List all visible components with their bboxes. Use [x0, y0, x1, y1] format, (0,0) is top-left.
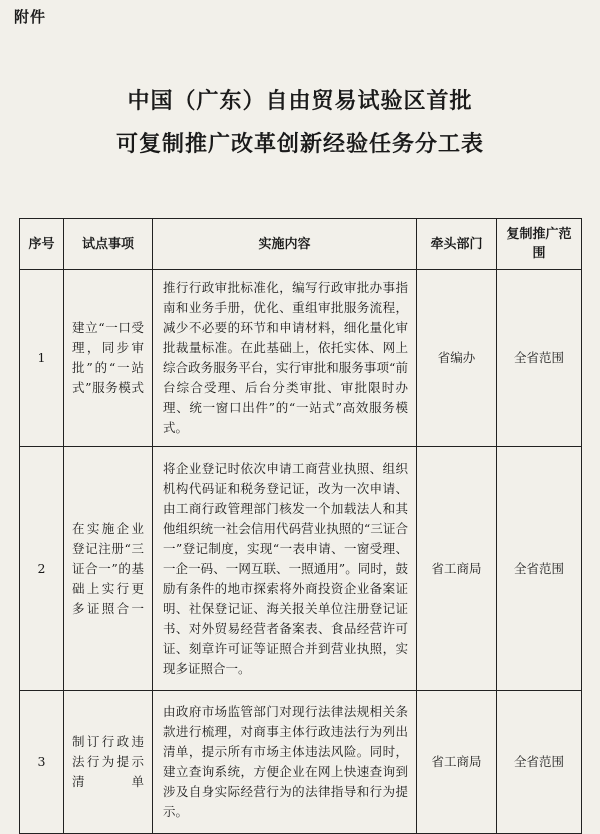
- row-item: 在实施企业登记注册“三证合一”的基础上实行更多证照合一: [64, 447, 153, 691]
- table-row: [20, 270, 582, 447]
- row-item: 建立“一口受理，同步审批”的“一站式”服务模式: [64, 270, 153, 447]
- row-content: 由政府市场监管部门对现行法律法规相关条款进行梳理，对商事主体行政违法行为列出清单，提示所有市场主体违法风险。同时，建立查询系统，方便企业在网上快速查询到涉及自身实际经营行为的法律指导和行为提示。: [153, 691, 417, 834]
- row-scope: 全省范围: [497, 691, 582, 834]
- row-content: 将企业登记时依次申请工商营业执照、组织机构代码证和税务登记证，改为一次申请、由工商行政管理部门核发一个加载法人和其他组织统一社会信用代码营业执照的“三证合一”登记制度，实现“一表申请、一窗受理、一企一码、一网互联、一照通用”。同时，鼓励有条件的地市探索将外商投资企业备案证明、社保登记证、海关报关单位注册登记证书、对外贸易经营者备案表、食品经营许可证、刻章许可证等证照合并到营业执照，实现多证照合一。: [153, 447, 417, 691]
- table-row: [20, 447, 582, 691]
- row-index: 2: [20, 447, 64, 691]
- row-scope: 全省范围: [497, 270, 582, 447]
- row-dept: 省工商局: [417, 447, 497, 691]
- row-index: 3: [20, 691, 64, 834]
- document-title-line-2: 可复制推广改革创新经验任务分工表: [115, 132, 484, 157]
- header-content: 实施内容: [153, 219, 417, 270]
- header-dept: 牵头部门: [417, 219, 497, 270]
- task-division-table: [19, 218, 582, 834]
- row-content: 推行行政审批标准化，编写行政审批办事指南和业务手册，优化、重组审批服务流程，减少不必要的环节和申请材料，细化量化审批裁量标准。在此基础上，依托实体、网上综合政务服务平台，实行审批和服务事项“前台综合受理、后台分类审批、审批限时办理、统一窗口出件”的“一站式”高效服务模式。: [153, 270, 417, 447]
- table-row: [20, 691, 582, 834]
- row-dept: 省工商局: [417, 691, 497, 834]
- attachment-label: 附件: [14, 8, 47, 26]
- row-scope: 全省范围: [497, 447, 582, 691]
- row-dept: 省编办: [417, 270, 497, 447]
- header-scope: 复制推广范围: [497, 219, 582, 270]
- document-title-line-1: 中国（广东）自由贸易试验区首批: [127, 89, 473, 114]
- row-index: 1: [20, 270, 64, 447]
- header-index: 序号: [20, 219, 64, 270]
- table-header-row: [20, 219, 582, 270]
- row-item: 制订行政违法行为提示清单: [64, 691, 153, 834]
- header-item: 试点事项: [64, 219, 153, 270]
